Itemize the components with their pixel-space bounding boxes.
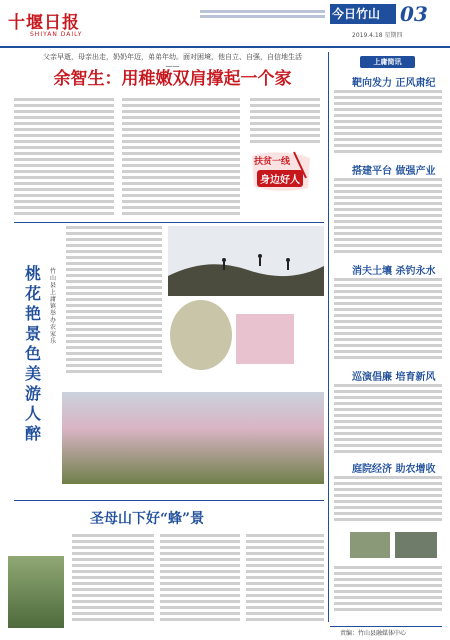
hilltop-photo xyxy=(168,226,324,296)
section-divider xyxy=(14,222,324,223)
brief-headline-3: 消夫土壤 杀钓永水 xyxy=(352,266,436,277)
brief-headline-2: 搭建平台 做强产业 xyxy=(352,166,436,177)
brief-headline-5: 庭院经济 助农增收 xyxy=(352,464,436,475)
beekeeping-photo xyxy=(8,556,64,628)
issue-date: 2019.4.18 星期四 xyxy=(352,32,403,39)
newspaper-logo: 十堰日报 xyxy=(8,13,80,33)
brief-headline-1: 靶向发力 正风肃纪 xyxy=(352,78,436,89)
contact-line xyxy=(200,8,325,24)
bottom-headline: 圣母山下好“蜂”景 xyxy=(90,511,205,527)
badge-line-2: 身边好人 xyxy=(257,170,303,187)
brief-photo xyxy=(350,532,390,558)
photo-story-title: 桃花艳 景色美 游人醉 xyxy=(24,264,41,443)
badge-line-1: 扶贫一线 xyxy=(254,157,291,167)
brief-headline-4: 巡演倡廉 培育新风 xyxy=(352,372,436,383)
brief-photo xyxy=(395,532,437,558)
section-tab-label: 上庸简讯 xyxy=(373,58,402,66)
section-title: 今日竹山 xyxy=(332,7,381,21)
page-number: 03 xyxy=(400,2,428,26)
lead-headline: 余智生：用稚嫩双肩撑起一个家 xyxy=(53,69,292,89)
portrait-photo xyxy=(168,298,234,372)
section-tab xyxy=(360,56,415,68)
photo-story-subtitle: 竹山县上庸镇举办农家乐 xyxy=(49,268,56,345)
page-footer: 责编：竹山县融媒体中心 xyxy=(340,630,407,637)
newspaper-logo-en: SHIYAN DAILY xyxy=(30,31,83,38)
blossom-photo xyxy=(236,314,294,364)
peach-orchard-photo xyxy=(62,392,324,484)
section-divider xyxy=(14,500,324,501)
lead-kicker: 父亲早逝，母亲出走，奶奶年迈，弟弟年幼。面对困境，他自立、自强，自信地生活—— xyxy=(43,53,302,70)
column-divider xyxy=(328,52,329,622)
